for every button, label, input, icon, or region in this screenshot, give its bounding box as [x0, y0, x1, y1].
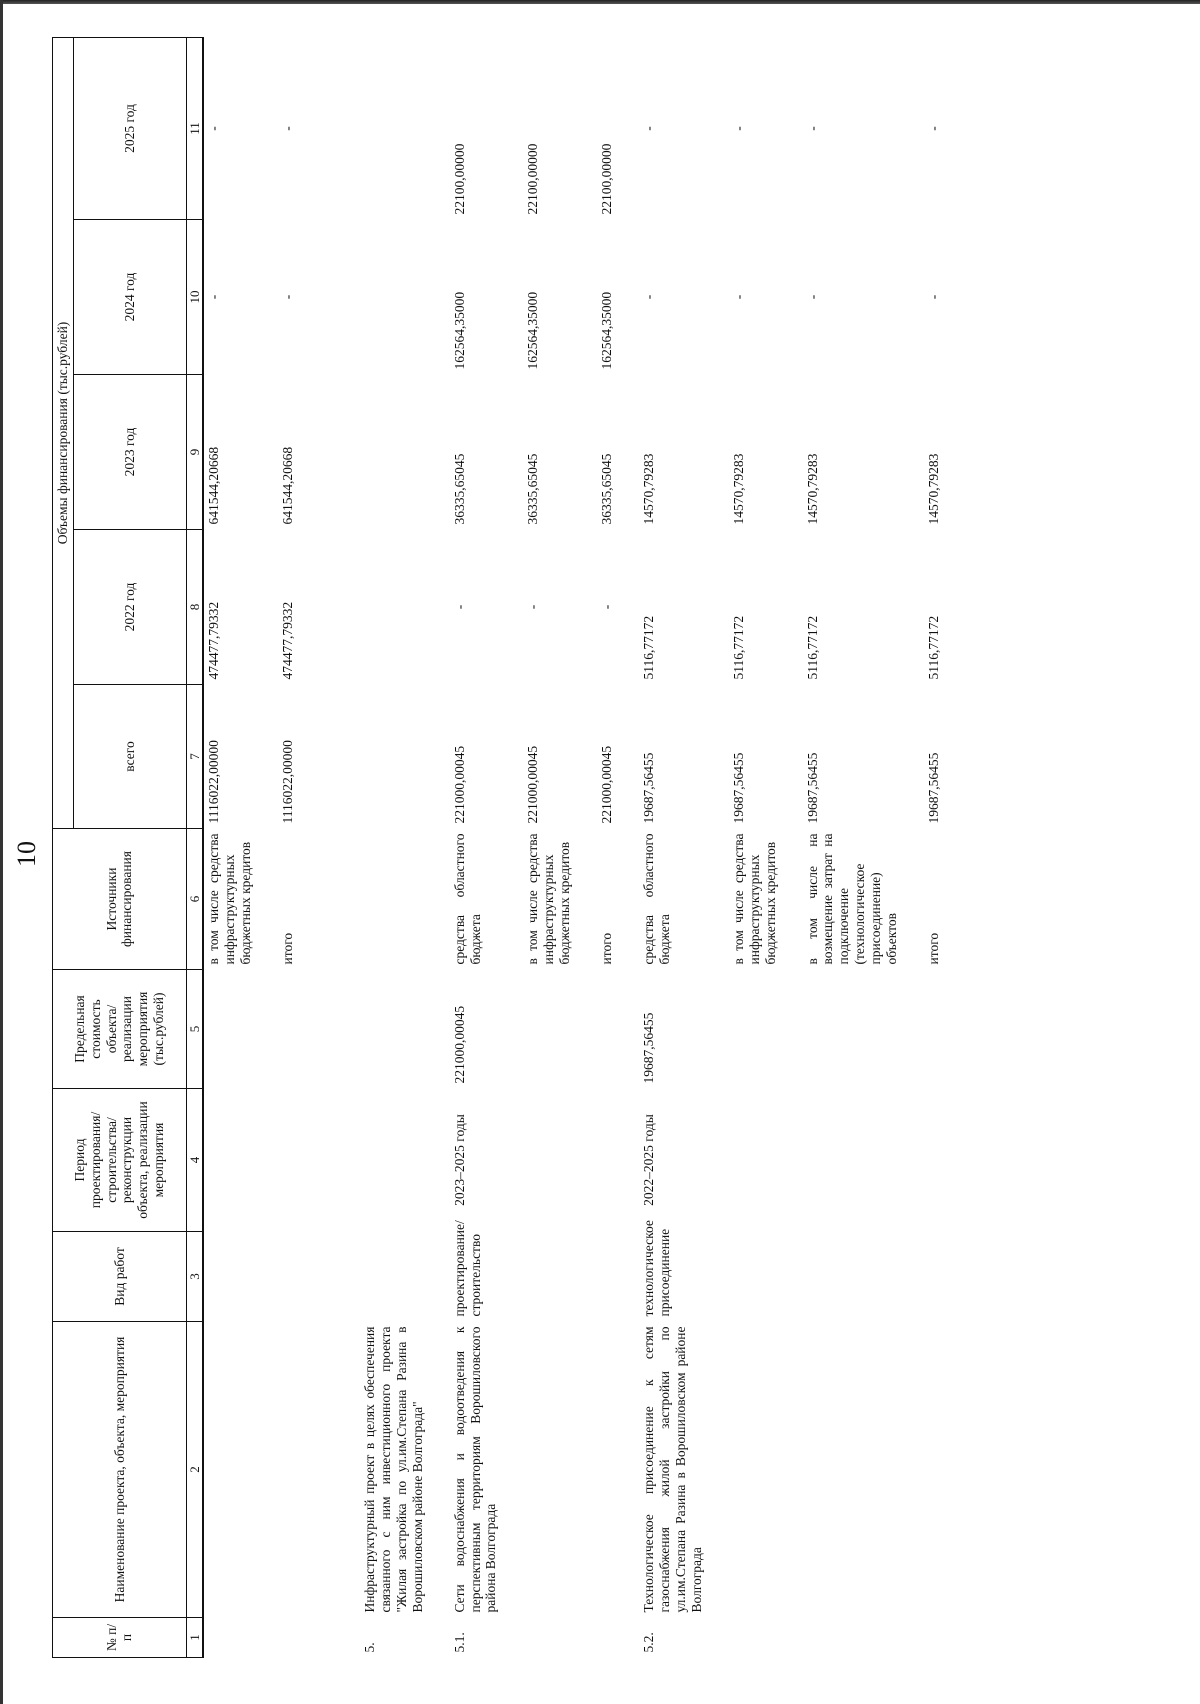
y2022-cell: 5116,77172 — [730, 615, 746, 680]
y2022-cell: 5116,77172 — [804, 615, 820, 680]
period: 2023–2025 годы — [451, 1114, 467, 1206]
y2025-cell: 22100,00000 — [599, 143, 615, 215]
column-number: 3 — [186, 1232, 203, 1322]
y2025-cell: - — [641, 126, 657, 131]
y2022-cell: - — [525, 604, 541, 610]
header-2022: 2022 год — [73, 530, 186, 685]
y2024-cell: - — [641, 294, 657, 300]
row-number: 5.2. — [641, 1632, 657, 1653]
y2024-cell: - — [804, 294, 820, 300]
y2024-cell: - — [280, 294, 296, 300]
header-total: всего — [73, 685, 186, 829]
y2023-cell: 641544,20668 — [203, 375, 256, 530]
period: 2022–2025 годы — [641, 1114, 657, 1206]
table-row — [803, 37, 903, 1657]
header-period: Период проектирования/ строительства/ реконструкции объекта, реализации мероприятия — [53, 1089, 187, 1232]
cost: 19687,56455 — [641, 1012, 657, 1084]
project-name: Сети водоснабжения и водоотведения к перспективным территориям Ворошиловского района Волгограда — [451, 1326, 499, 1613]
source-cell: средства областного бюджета — [641, 833, 672, 965]
source-cell: в том числе средства инфраструктурных бюджетных кредитов — [525, 833, 573, 965]
header-number: № п/п — [53, 1618, 187, 1658]
table-row — [639, 37, 707, 1657]
column-number: 8 — [186, 530, 203, 685]
project-name: Технологическое присоединение к сетям газоснабжения жилой застройки по ул.им.Степана Разина в Ворошиловском районе Волгограда — [641, 1326, 704, 1613]
y2022-cell: - — [451, 604, 467, 610]
column-number: 11 — [186, 37, 203, 219]
header-work-type: Вид работ — [53, 1232, 187, 1322]
y2025-cell: 22100,00000 — [525, 143, 541, 215]
cost: 221000,00045 — [451, 1005, 467, 1084]
financing-table — [52, 37, 944, 1658]
column-number: 6 — [186, 829, 203, 970]
y2025-cell: - — [280, 126, 296, 131]
table-row — [450, 37, 502, 1657]
row-number: 5.1. — [451, 1632, 467, 1653]
column-number: 2 — [186, 1322, 203, 1618]
table-row — [278, 37, 298, 1657]
table-row — [924, 37, 944, 1657]
y2023-cell: 14570,79283 — [926, 453, 942, 525]
y2023-cell: 641544,20668 — [280, 446, 296, 525]
table-row — [523, 37, 575, 1657]
y2023-cell: 36335,65045 — [599, 453, 615, 525]
header-2025: 2025 год — [73, 37, 186, 219]
y2025-cell: - — [926, 126, 942, 131]
source-cell: средства областного бюджета — [451, 833, 483, 965]
column-number: 5 — [186, 970, 203, 1089]
table-row — [203, 37, 256, 1657]
header-sources: Источники финансирования — [53, 829, 187, 970]
table-body — [203, 37, 944, 1657]
header-2024: 2024 год — [73, 220, 186, 375]
total-cell: 19687,56455 — [804, 752, 820, 824]
y2025-cell: - — [730, 126, 746, 131]
column-number: 10 — [186, 220, 203, 375]
total-cell: 221000,00045 — [599, 745, 615, 824]
header-name: Наименование проекта, объекта, мероприятия — [53, 1322, 187, 1618]
column-numbers-row — [186, 37, 203, 1657]
column-number: 4 — [186, 1089, 203, 1232]
header-financing-group: Объемы финансирования (тыс.рублей) — [53, 37, 74, 828]
y2024-cell: - — [926, 294, 942, 300]
work-type: технологическое присоединение — [641, 1220, 672, 1317]
source-cell: итого — [599, 932, 615, 965]
y2023-cell: 14570,79283 — [730, 453, 746, 525]
source-cell: итого — [926, 932, 942, 965]
total-cell: 1116022,00000 — [280, 740, 296, 824]
source-cell: в том числе средства инфраструктурных бюджетных кредитов — [730, 833, 778, 965]
table-row-section — [360, 37, 428, 1657]
source-cell: в том числе на возмещение затрат на подключение (технологическое присоединение) объектов — [804, 833, 900, 965]
work-type: проектирование/ строительство — [451, 1220, 483, 1317]
y2023-cell: 36335,65045 — [451, 453, 467, 525]
y2024-cell: - — [730, 294, 746, 300]
column-number: 1 — [186, 1618, 203, 1658]
total-cell: 221000,00045 — [451, 745, 467, 824]
total-cell: 221000,00045 — [525, 745, 541, 824]
y2025-cell: - — [804, 126, 820, 131]
total-cell: 19687,56455 — [641, 752, 657, 824]
y2025-cell: 22100,00000 — [451, 143, 467, 215]
y2024-cell: 162564,35000 — [451, 291, 467, 370]
total-cell: 1116022,00000 — [203, 685, 256, 829]
y2022-cell: 5116,77172 — [926, 615, 942, 680]
column-number: 7 — [186, 685, 203, 829]
table-row — [729, 37, 781, 1657]
y2022-cell: 474477,79332 — [203, 530, 256, 685]
y2023-cell: 14570,79283 — [804, 453, 820, 525]
total-cell: 19687,56455 — [926, 752, 942, 824]
table-header — [53, 37, 204, 1657]
header-2023: 2023 год — [73, 375, 186, 530]
source-cell: итого — [280, 932, 296, 965]
y2023-cell: 36335,65045 — [525, 453, 541, 525]
project-name: Инфраструктурный проект в целях обеспечения связанного с ним инвестиционного проекта "Жилая застройка по ул.им.Степана Разина в Ворошиловском районе Волгограда" — [361, 1326, 425, 1613]
y2023-cell: 14570,79283 — [641, 453, 657, 525]
y2022-cell: 5116,77172 — [641, 615, 657, 680]
row-number: 5. — [361, 1642, 377, 1653]
y2024-cell: 162564,35000 — [599, 291, 615, 370]
column-number: 9 — [186, 375, 203, 530]
header-cost: Предельная стоимость объекта/ реализации мероприятия (тыс.рублей) — [53, 970, 187, 1089]
y2024-cell: 162564,35000 — [525, 291, 541, 370]
page-number: 10 — [12, 841, 41, 867]
y2022-cell: - — [599, 604, 615, 610]
total-cell: 19687,56455 — [730, 752, 746, 824]
table-row — [597, 37, 617, 1657]
y2022-cell: 474477,79332 — [280, 601, 296, 680]
y2024-cell: - — [203, 220, 256, 375]
source-cell: в том числе средства инфраструктурных бюджетных кредитов — [203, 829, 256, 970]
y2025-cell: - — [203, 37, 256, 219]
